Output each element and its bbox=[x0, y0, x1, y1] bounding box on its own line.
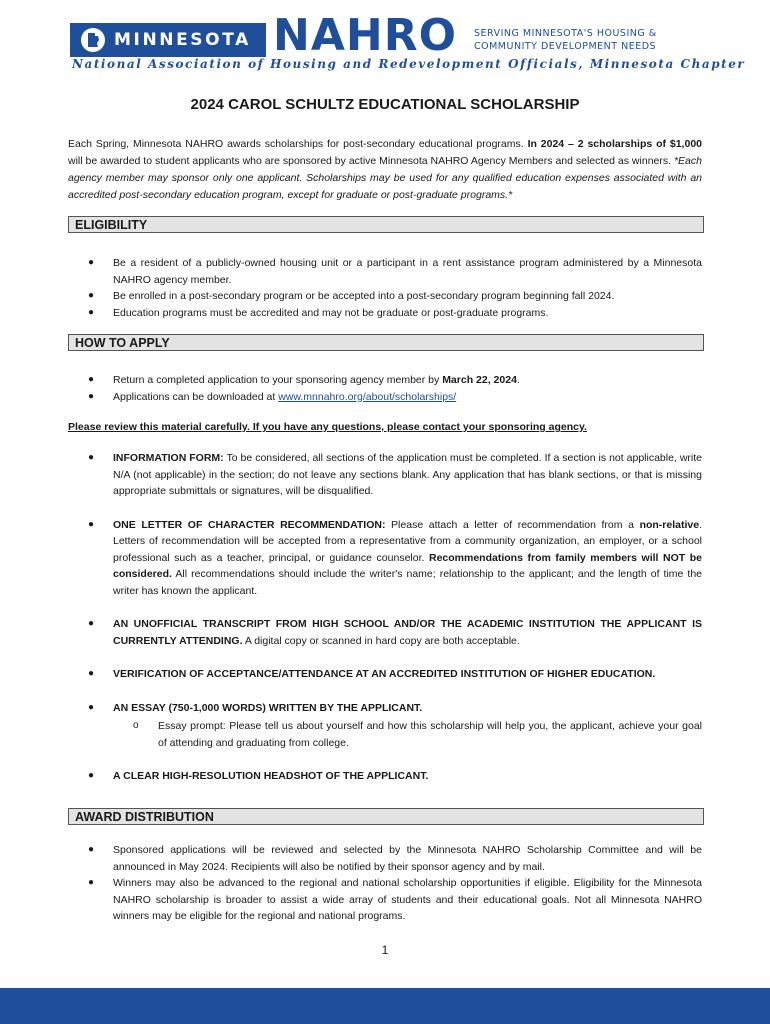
bullet-icon: ● bbox=[88, 518, 95, 530]
apply-step-text: Return a completed application to your sponsoring agency member by bbox=[113, 374, 443, 386]
requirement-title: VERIFICATION OF ACCEPTANCE/ATTENDANCE AT AN ACCREDITED INSTITUTION OF HIGHER EDUCATION. bbox=[113, 668, 656, 680]
intro-bold: In 2024 – 2 scholarships of $1,000 bbox=[527, 138, 702, 150]
requirement-title: A CLEAR HIGH-RESOLUTION HEADSHOT OF THE APPLICANT. bbox=[113, 770, 429, 782]
award-list bbox=[88, 842, 702, 925]
footer-band bbox=[0, 988, 770, 1024]
review-note: Please review this material carefully. If you have any questions, please contact your sponsoring agency. bbox=[68, 421, 587, 433]
apply-deadline: March 22, 2024 bbox=[442, 374, 517, 386]
requirement-text: Please attach a letter of recommendation from a bbox=[385, 518, 640, 531]
requirement-title: ONE LETTER OF CHARACTER RECOMMENDATION: bbox=[113, 518, 386, 531]
list-item bbox=[88, 305, 702, 322]
eligibility-item-text: Be enrolled in a post-secondary program or be accepted into a post-secondary program beginning fall 2024. bbox=[113, 290, 615, 302]
logo-state-box bbox=[70, 23, 266, 57]
intro-italic-note: *Each agency member may sponsor only one applicant. Scholarships may be used for any qualified education expenses associated with an accredited post-secondary education program, except for graduate or post-graduate programs.* bbox=[68, 155, 702, 201]
award-item-text: Winners may also be advanced to the regional and national scholarship opportunities if eligible. Eligibility for the Minnesota NAHRO scholarship is broader to assist a wide array of students and their educational goals. Not all Minnesota NAHRO winners may be eligible for the regional and national programs. bbox=[113, 877, 702, 922]
essay-sublist bbox=[113, 718, 702, 751]
how-to-apply-list bbox=[88, 372, 702, 405]
list-item bbox=[88, 666, 702, 683]
list-item bbox=[88, 450, 702, 500]
bullet-icon: ● bbox=[88, 257, 95, 268]
bullet-icon: ● bbox=[88, 452, 95, 463]
bullet-icon: ● bbox=[88, 618, 95, 629]
bullet-icon: ● bbox=[88, 290, 95, 301]
requirement-emphasis: non-relative bbox=[639, 518, 700, 531]
intro-text-1: Each Spring, Minnesota NAHRO awards scholarships for post-secondary educational programs. bbox=[68, 138, 528, 150]
requirement-title: AN UNOFFICIAL TRANSCRIPT FROM HIGH SCHOOL AND/OR THE ACADEMIC INSTITUTION THE APPLICANT IS CURRENTLY ATTENDING. bbox=[113, 618, 702, 647]
section-heading-award-distribution: AWARD DISTRIBUTION bbox=[68, 808, 704, 825]
list-item bbox=[88, 700, 702, 752]
section-heading-eligibility: ELIGIBILITY bbox=[68, 216, 704, 233]
eligibility-list bbox=[88, 255, 702, 321]
requirement-text: To be considered, all sections of the application must be completed. If a section is not applicable, write N/A (not applicable) in the section; do not leave any sections blank. Any application that has blank sections, or that is missing appropriate submittals or signatures, will be disqualified. bbox=[113, 452, 702, 497]
list-item bbox=[88, 288, 702, 305]
list-item bbox=[88, 616, 702, 649]
download-text: Applications can be downloaded at bbox=[113, 390, 279, 403]
tagline-line-1: SERVING MINNESOTA'S HOUSING & bbox=[474, 28, 657, 39]
logo-state-text: MINNESOTA bbox=[114, 30, 251, 50]
bullet-icon: ● bbox=[88, 844, 95, 855]
page-number: 1 bbox=[381, 943, 389, 957]
list-item bbox=[88, 517, 702, 600]
requirement-title: INFORMATION FORM: bbox=[113, 452, 224, 464]
eligibility-item-text: Education programs must be accredited and may not be graduate or post-graduate programs. bbox=[113, 306, 549, 319]
award-item-text: Sponsored applications will be reviewed and selected by the Minnesota NAHRO Scholarship Committee and will be announced in May 2024. Recipients will also be notified by their sponsor agency and by mail. bbox=[113, 844, 702, 873]
apply-step-end: . bbox=[516, 374, 520, 386]
org-full-name: National Association of Housing and Redevelopment Officials, Minnesota Chapter bbox=[72, 57, 746, 71]
requirement-title: AN ESSAY (750-1,000 WORDS) WRITTEN BY THE APPLICANT. bbox=[113, 701, 423, 714]
logo-org-text: NAHRO bbox=[273, 10, 457, 61]
logo-tagline bbox=[474, 27, 657, 53]
intro-text-2: will be awarded to student applicants who are sponsored by active Minnesota NAHRO Agency Members and selected as winners. bbox=[68, 155, 674, 167]
org-logo bbox=[70, 10, 657, 61]
intro-paragraph bbox=[68, 136, 702, 204]
list-item bbox=[88, 842, 702, 875]
section-heading-how-to-apply: HOW TO APPLY bbox=[68, 334, 704, 351]
minnesota-state-icon bbox=[80, 27, 106, 53]
requirement-text: . Letters of recommendation will be accepted from a representative from a community organization, an employer, or a school professional such as a teacher, principal, or guidance counselor. bbox=[113, 518, 702, 564]
bullet-icon: ● bbox=[88, 770, 95, 781]
list-item bbox=[88, 372, 702, 389]
tagline-line-2: COMMUNITY DEVELOPMENT NEEDS bbox=[474, 41, 657, 52]
bullet-icon: ● bbox=[88, 374, 95, 385]
list-item bbox=[88, 389, 702, 406]
bullet-icon: ● bbox=[88, 701, 95, 713]
sub-list-item bbox=[113, 718, 702, 751]
bullet-icon: ● bbox=[88, 390, 95, 402]
page-title: 2024 CAROL SCHULTZ EDUCATIONAL SCHOLARSHIP bbox=[190, 96, 580, 113]
list-item bbox=[88, 255, 702, 288]
requirement-text: A digital copy or scanned in hard copy are both acceptable. bbox=[242, 634, 520, 647]
requirement-emphasis: Recommendations from family members will NOT be considered. bbox=[113, 551, 702, 580]
circle-bullet-icon: o bbox=[133, 720, 139, 731]
bullet-icon: ● bbox=[88, 668, 95, 679]
list-item bbox=[88, 768, 702, 785]
essay-prompt-text: Essay prompt: Please tell us about yourself and how this scholarship will help you, the applicant, achieve your goal of attending and graduating from college. bbox=[158, 720, 702, 749]
eligibility-item-text: Be a resident of a publicly-owned housing unit or a participant in a rent assistance program administered by a Minnesota NAHRO agency member. bbox=[113, 257, 702, 286]
list-item bbox=[88, 875, 702, 925]
requirement-text: All recommendations should include the writer's name; relationship to the applicant; and the length of time the writer has known the applicant. bbox=[113, 568, 702, 597]
scholarship-download-link[interactable]: www.mnnahro.org/about/scholarships/ bbox=[278, 390, 457, 403]
requirements-list bbox=[88, 450, 702, 802]
bullet-icon: ● bbox=[88, 877, 95, 888]
bullet-icon: ● bbox=[88, 306, 95, 318]
